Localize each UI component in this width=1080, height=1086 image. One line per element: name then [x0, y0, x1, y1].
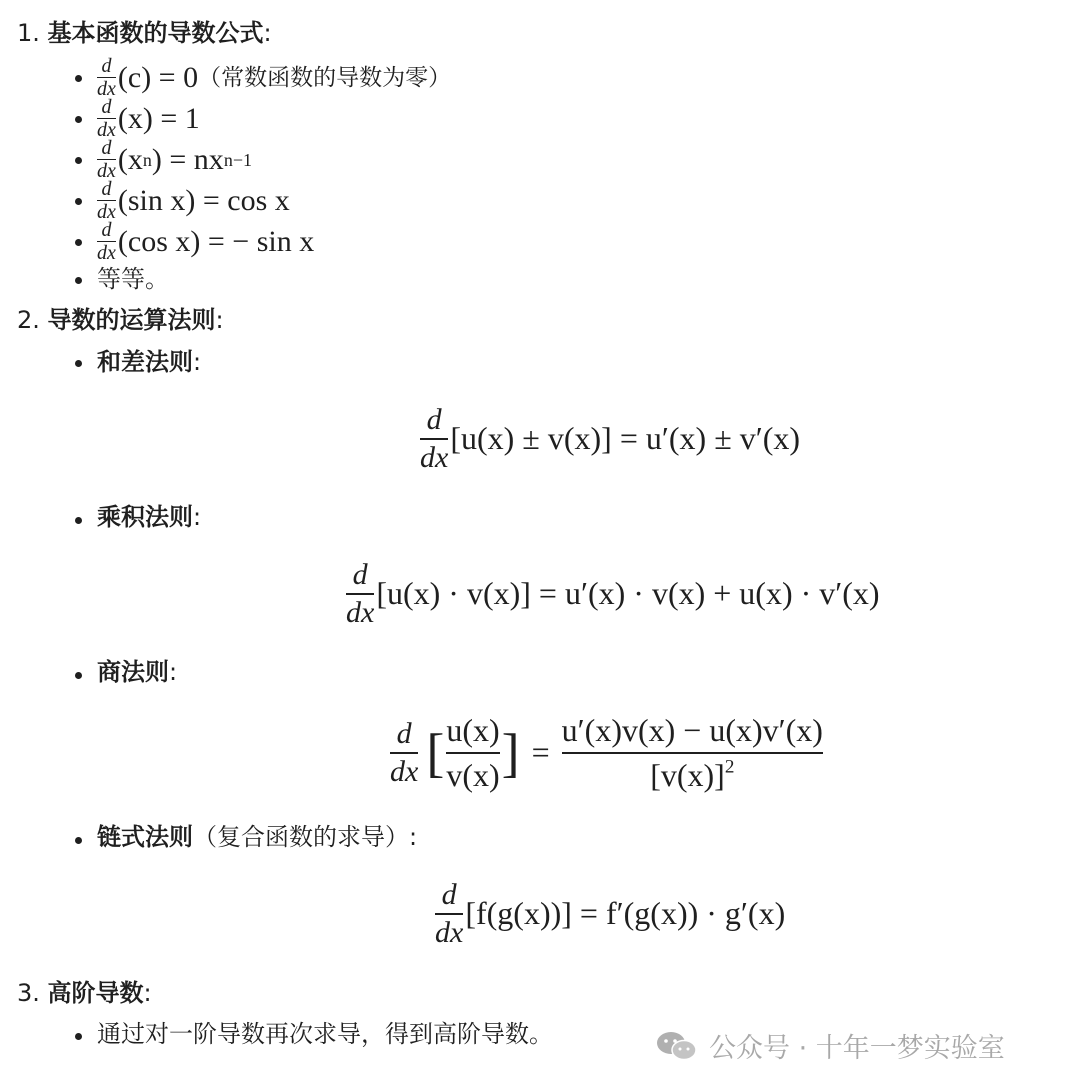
bullet	[75, 277, 82, 284]
wechat-icon	[655, 1031, 699, 1061]
watermark: 公众号 · 十年一梦实验室	[655, 1026, 1005, 1065]
formula-constant: $\frac{d}{dx}$ (c) = 0 （常数函数的导数为零）	[97, 55, 452, 100]
sum-rule-label: 和差法则:	[97, 348, 202, 376]
sum-rule-formula: $\frac{d}{dx}$ [u(x) ± v(x)] = u′(x) ± v′(x)	[420, 403, 801, 474]
product-rule-formula: $\frac{d}{dx}$ [u(x) · v(x)] = u′(x) · v(x) + u(x) · v′(x)	[346, 558, 880, 629]
chain-rule-label: 链式法则（复合函数的求导）:	[97, 823, 418, 851]
bullet	[75, 157, 82, 164]
formula-identity: $\frac{d}{dx}$ (x) = 1	[97, 96, 200, 141]
higher-order-text: 通过对一阶导数再次求导，得到高阶导数。	[97, 1020, 553, 1048]
section-1-heading: 1. 基本函数的导数公式:	[17, 19, 272, 47]
bullet	[75, 116, 82, 123]
quotient-rule-label: 商法则:	[97, 658, 178, 686]
section-3-heading: 3. 高阶导数:	[17, 979, 152, 1007]
product-rule-label: 乘积法则:	[97, 503, 202, 531]
formula-cos: $\frac{d}{dx}$ (cos x) = − sin x	[97, 219, 315, 264]
bullet	[75, 198, 82, 205]
quotient-rule-formula: $\frac{d}{dx}$ [ u(x) v(x) ] = u′(x)v(x) − u(x)v′(x) $[v(x)]^2$	[390, 712, 823, 793]
bullet	[75, 360, 82, 367]
bullet	[75, 517, 82, 524]
bullet	[75, 75, 82, 82]
bullet	[75, 837, 82, 844]
formula-sin: $\frac{d}{dx}$ (sin x) = cos x	[97, 178, 290, 223]
bullet	[75, 239, 82, 246]
bullet	[75, 1033, 82, 1040]
etc-text: 等等。	[97, 265, 169, 293]
section-2-heading: 2. 导数的运算法则:	[17, 306, 224, 334]
chain-rule-formula: $\frac{d}{dx}$ [f(g(x))] = f′(g(x)) · g′(x)	[435, 878, 786, 949]
bullet	[75, 672, 82, 679]
formula-power: $\frac{d}{dx}$ (x n ) = nx n−1	[97, 137, 252, 182]
